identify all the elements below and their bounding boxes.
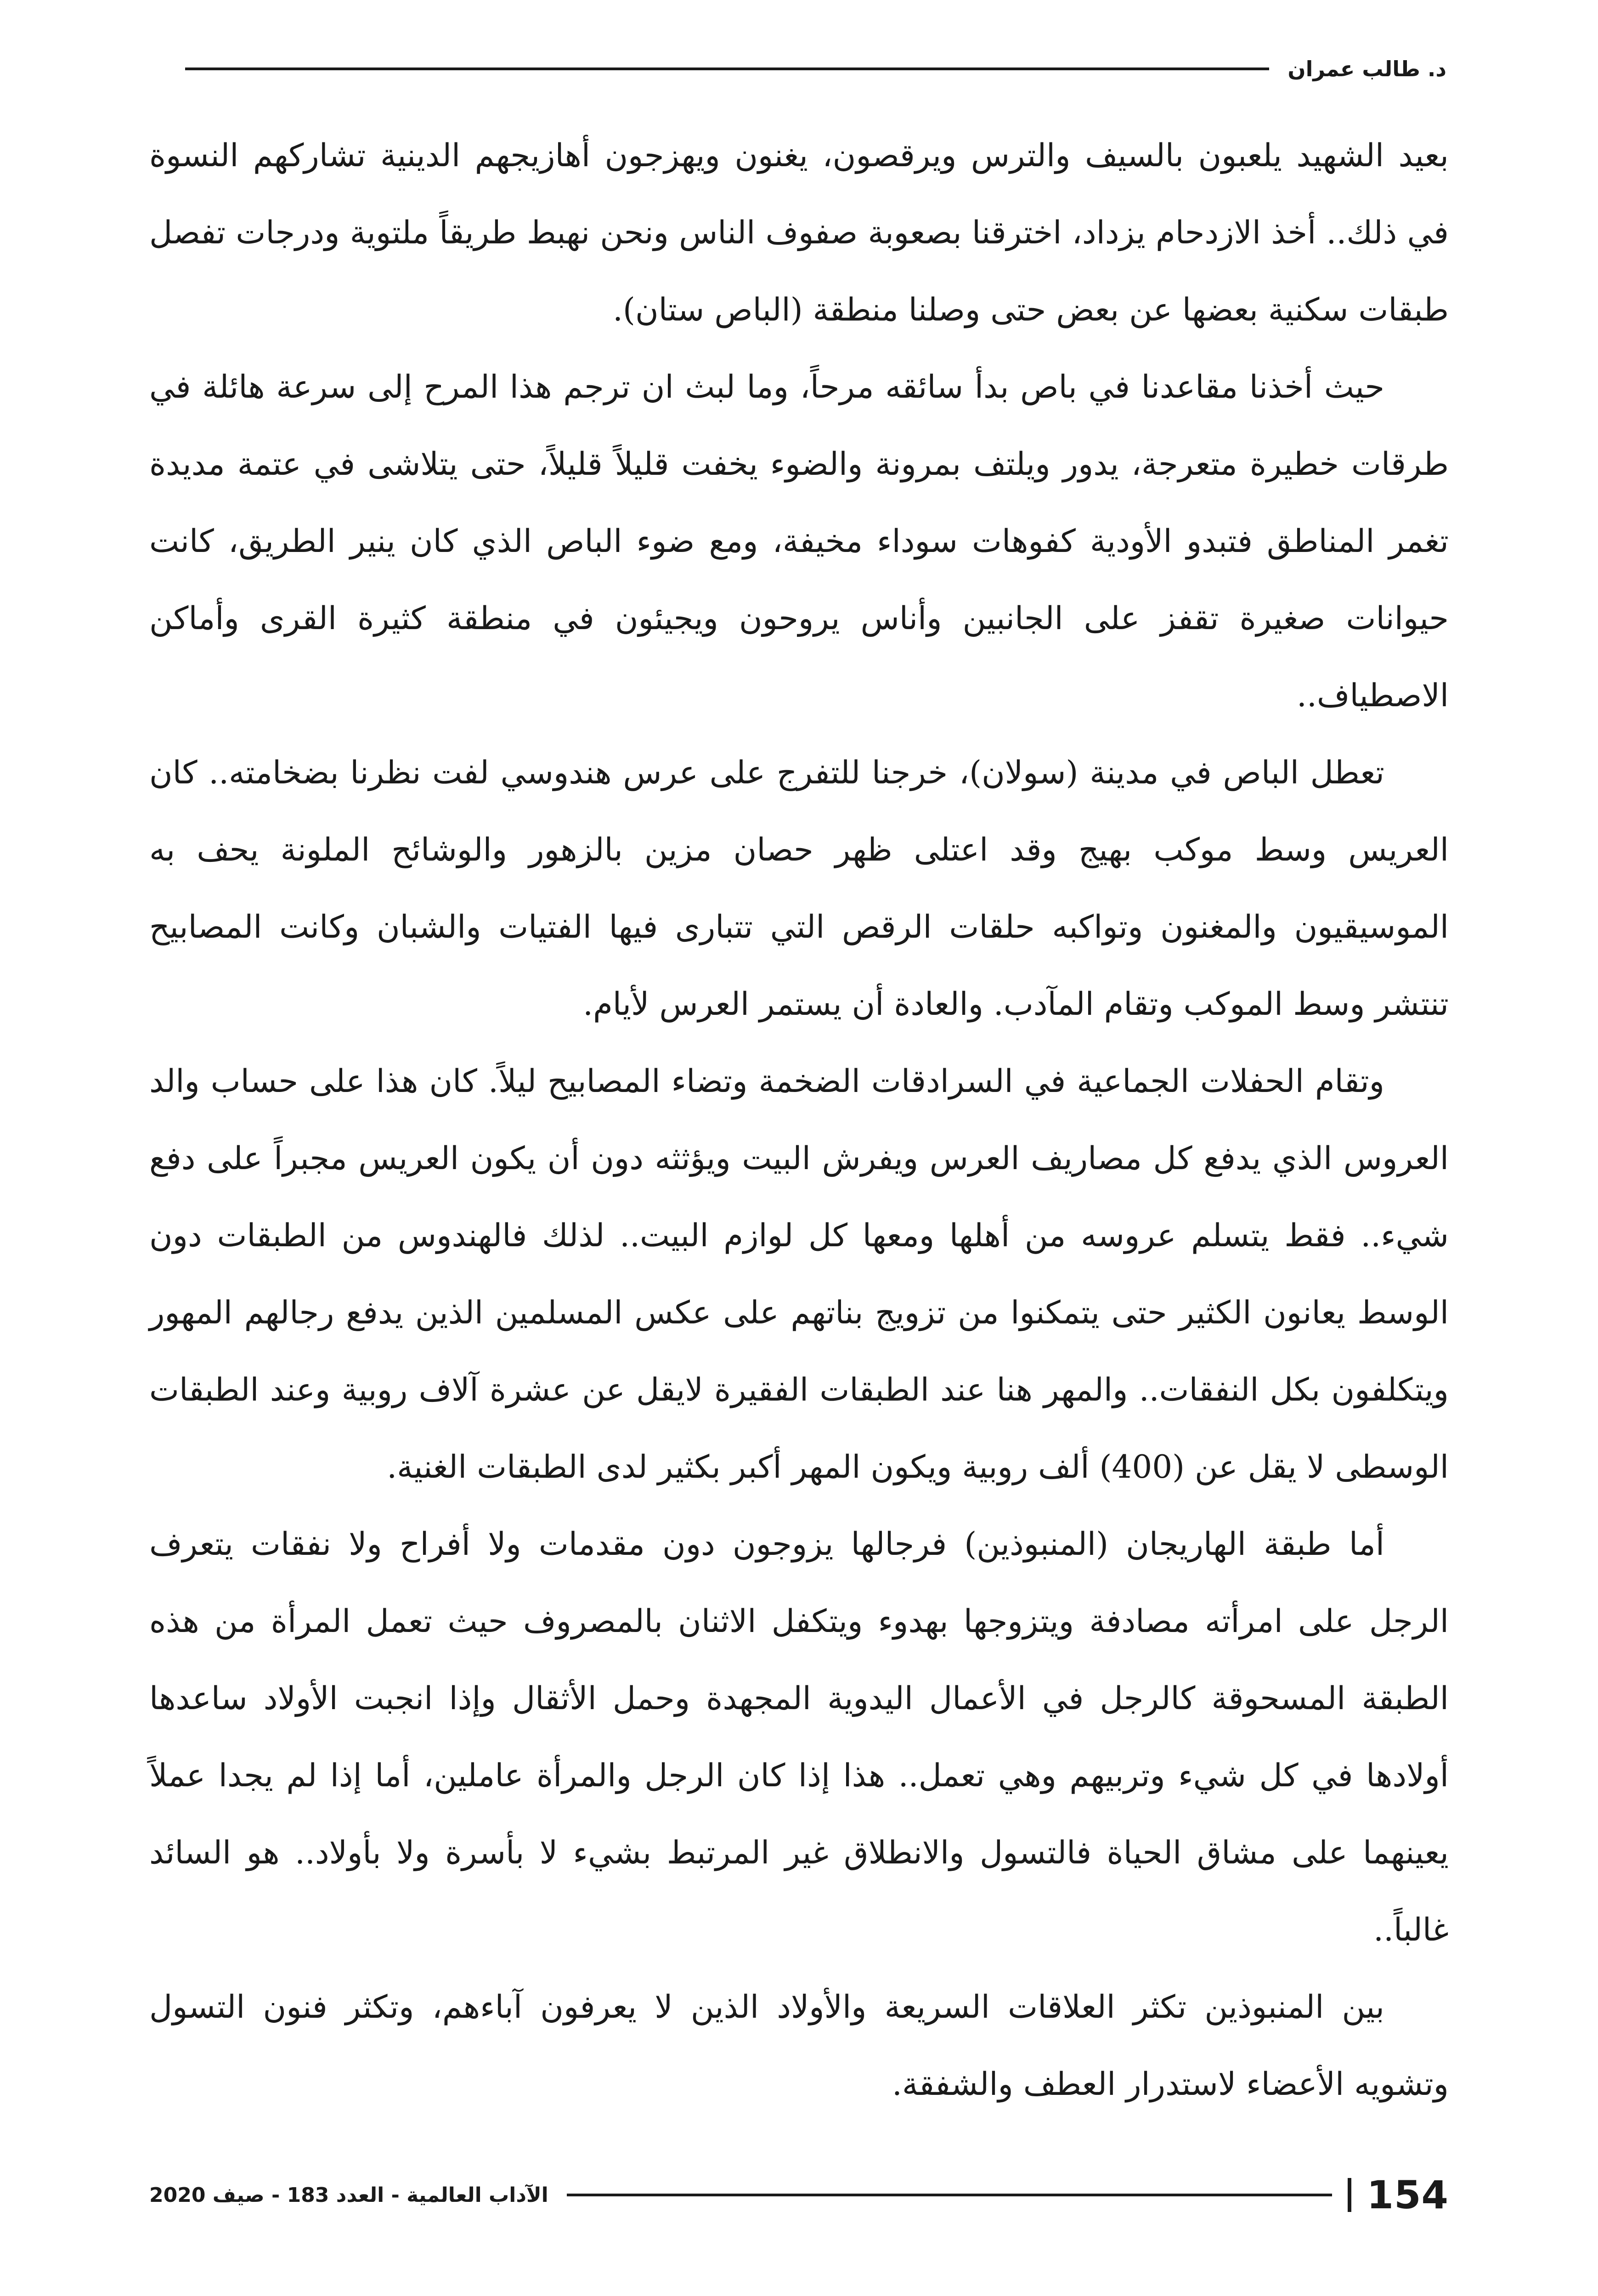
paragraph-6-text: بين المنبوذين تكثر العلاقات السريعة والأولاد الذين لا يعرفون آباءهم، وتكثر فنون التسول وتشويه الأعضاء لاستدرار العطف والشفقة. bbox=[149, 1989, 1449, 2103]
page-number-separator bbox=[1348, 2178, 1351, 2212]
paragraph-3-text: تعطل الباص في مدينة (سولان)، خرجنا للتفرج على عرس هندوسي لفت نظرنا بضخامته.. كان العريس وسط موكب بهيج وقد اعتلى ظهر حصان مزين بالزهور والوشائح الملونة يحف به الموسيقيون والمغنون وتواكبه حلقات الرقص التي تتبارى فيها الفتيات والشبان وكانت المصابيح تنتشر وسط الموكب وتقام المآدب. والعادة أن يستمر العرس لأيام. bbox=[149, 754, 1449, 1023]
paragraph-5 bbox=[149, 1506, 1449, 1969]
paragraph-3 bbox=[149, 734, 1449, 1043]
journal-issue: الآداب العالمية - العدد 183 - صيف 2020 bbox=[149, 2183, 548, 2207]
page-number: 154 bbox=[1366, 2172, 1449, 2217]
header-rule bbox=[185, 68, 1269, 70]
page-footer bbox=[149, 2167, 1449, 2223]
paragraph-6 bbox=[149, 1969, 1449, 2123]
paragraph-2-text: حيث أخذنا مقاعدنا في باص بدأ سائقه مرحاً، وما لبث ان ترجم هذا المرح إلى سرعة هائلة في طرقات خطيرة متعرجة، يدور ويلتف بمرونة والضوء يخفت قليلاً قليلاً، حتى يتلاشى في عتمة مديدة تغمر المناطق فتبدو الأودية كفوهات سوداء مخيفة، ومع ضوء الباص الذي كان ينير الطريق، كانت حيوانات صغيرة تقفز على الجانبين وأناس يروحون ويجيئون في منطقة كثيرة القرى وأماكن الاصطياف.. bbox=[149, 369, 1449, 714]
footer-rule bbox=[567, 2194, 1332, 2196]
paragraph-4 bbox=[149, 1043, 1449, 1506]
article-body bbox=[149, 117, 1449, 2123]
paragraph-4-text: وتقام الحفلات الجماعية في السرادقات الضخمة وتضاء المصابيح ليلاً. كان هذا على حساب والد العروس الذي يدفع كل مصاريف العرس ويفرش البيت ويؤثثه دون أن يكون العريس مجبراً على دفع شيء.. فقط يتسلم عروسه من أهلها ومعها كل لوازم البيت.. لذلك فالهندوس من الطبقات دون الوسط يعانون الكثير حتى يتمكنوا من تزويج بناتهم على عكس المسلمين الذين يدفع رجالهم المهور ويتكلفون بكل النفقات.. والمهر هنا عند الطبقات الفقيرة لايقل عن عشرة آلاف روبية وعند الطبقات الوسطى لا يقل عن (400) ألف روبية ويكون المهر أكبر بكثير لدى الطبقات الغنية. bbox=[149, 1063, 1449, 1486]
paragraph-1: بعيد الشهيد يلعبون بالسيف والترس ويرقصون، يغنون ويهزجون أهازيجهم الدينية تشاركهم النسوة في ذلك.. أخذ الازدحام يزداد، اخترقنا بصعوبة صفوف الناس ونحن نهبط طريقاً ملتوية ودرجات تفصل طبقات سكنية بعضها عن بعض حتى وصلنا منطقة (الباص ستان). bbox=[149, 137, 1449, 328]
running-header bbox=[152, 51, 1446, 87]
author-name: د. طالب عمران bbox=[1287, 56, 1446, 81]
paragraph-5-text: أما طبقة الهاريجان (المنبوذين) فرجالها يزوجون دون مقدمات ولا أفراح ولا نفقات يتعرف الرجل على امرأته مصادفة ويتزوجها بهدوء ويتكفل الاثنان بالمصروف حيث تعمل المرأة من هذه الطبقة المسحوقة كالرجل في الأعمال اليدوية المجهدة وحمل الأثقال وإذا انجبت الأولاد ساعدها أولادها في كل شيء وتربيهم وهي تعمل.. هذا إذا كان الرجل والمرأة عاملين، أما إذا لم يجدا عملاً يعينهما على مشاق الحياة فالتسول والانطلاق غير المرتبط بشيء لا بأسرة ولا بأولاد.. هو السائد غالباً.. bbox=[149, 1526, 1449, 1948]
paragraph-2 bbox=[149, 349, 1449, 734]
